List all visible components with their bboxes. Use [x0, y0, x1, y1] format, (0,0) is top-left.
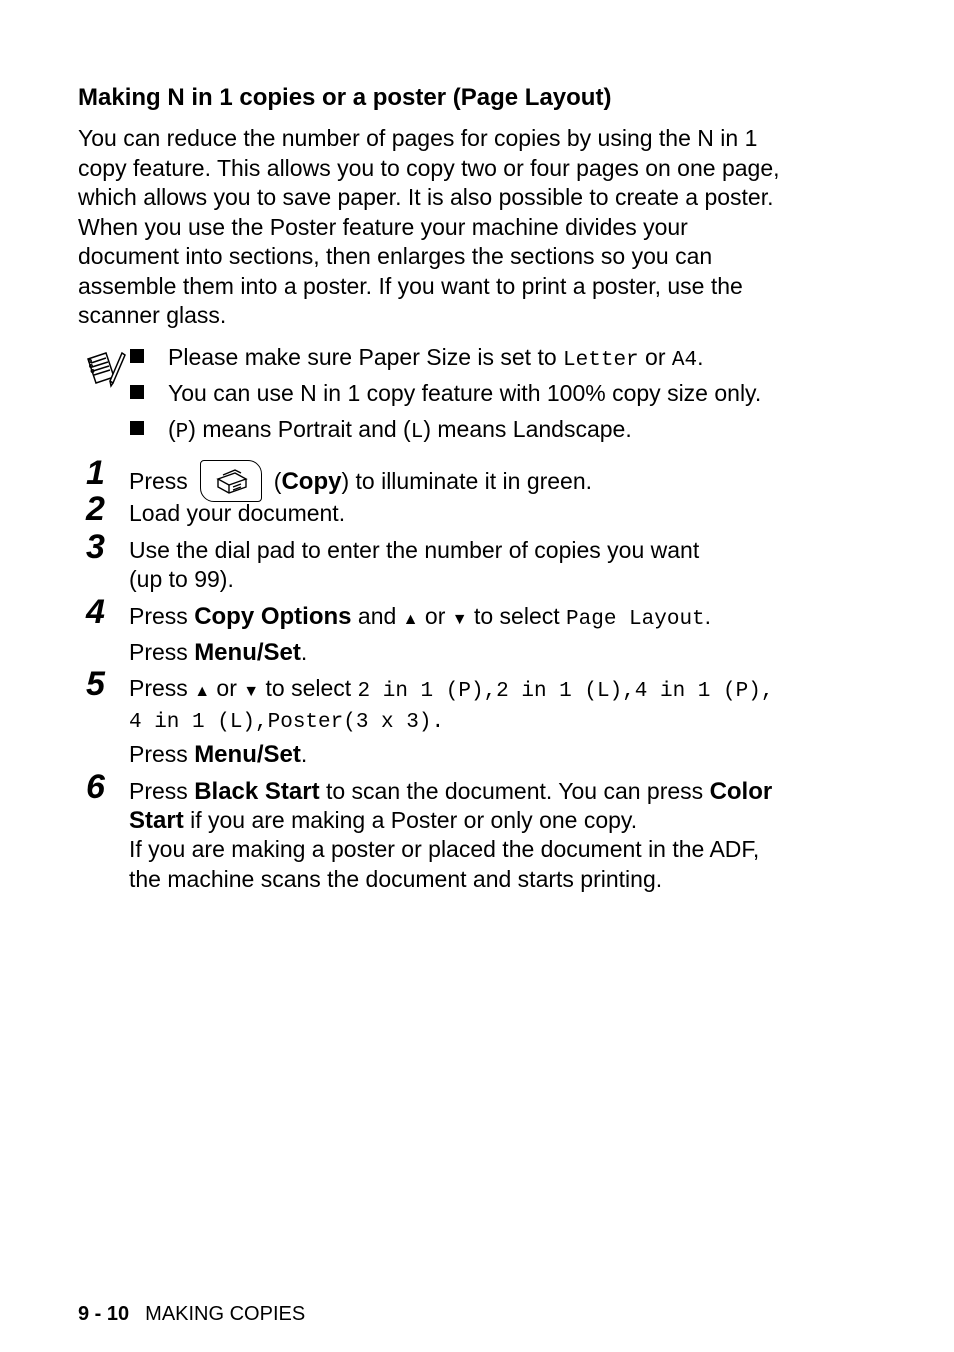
step-6-text: Press Black Start to scan the document. You can press Color	[129, 778, 773, 805]
up-arrow-icon: ▲	[402, 611, 419, 628]
step-5-text: Press Menu/Set.	[129, 741, 308, 768]
down-arrow-icon: ▼	[243, 683, 260, 700]
note-copy-size: You can use N in 1 copy feature with 100% copy size only.	[130, 378, 850, 414]
step-number: 3	[86, 528, 105, 566]
intro-line: You can reduce the number of pages for copies by using the N in 1	[78, 125, 758, 151]
section-name: MAKING COPIES	[145, 1303, 306, 1325]
intro-line: document into sections, then enlarges the sections so you can	[78, 243, 713, 269]
step-4-text: Press Copy Options and ▲ or ▼ to select Page Layout.	[129, 603, 712, 631]
step-6-text: If you are making a poster or placed the document in the ADF,	[129, 836, 760, 862]
down-arrow-icon: ▼	[451, 611, 468, 628]
note-orientation: (P) means Portrait and (L) means Landscape.	[130, 414, 850, 450]
intro-line: scanner glass.	[78, 302, 227, 328]
step-1-text: Press (Copy) to illuminate it in green.	[129, 462, 592, 504]
step-number: 2	[86, 490, 105, 528]
up-arrow-icon: ▲	[194, 683, 211, 700]
lcd-text: Page Layout	[566, 608, 705, 631]
step-3-text: (up to 99).	[129, 566, 234, 592]
copy-button-icon	[200, 460, 262, 502]
lcd-text: 2 in 1 (P),2 in 1 (L),4 in 1 (P),	[357, 680, 774, 703]
lcd-text: 4 in 1 (L),Poster(3 x 3).	[129, 711, 445, 734]
lcd-text: Letter	[563, 349, 639, 372]
note-paper-size: Please make sure Paper Size is set to Letter or A4.	[130, 342, 850, 378]
step-6-text: the machine scans the document and starts printing.	[129, 866, 663, 892]
step-5-text: Press ▲ or ▼ to select 2 in 1 (P),2 in 1 (L),4 in 1 (P),	[129, 675, 774, 703]
bullet-square-icon	[130, 421, 144, 435]
step-number: 1	[86, 454, 105, 492]
lcd-text: A4	[671, 349, 698, 372]
page-number: 9 - 10	[78, 1303, 130, 1325]
intro-line: When you use the Poster feature your machine divides your	[78, 213, 688, 240]
intro-line: which allows you to save paper. It is also possible to create a poster.	[78, 184, 774, 210]
step-6-text: Start if you are making a Poster or only one copy.	[129, 807, 638, 834]
step-2-text: Load your document.	[129, 500, 346, 526]
intro-line: assemble them into a poster. If you want to print a poster, use the	[78, 272, 743, 299]
step-number: 5	[86, 665, 105, 703]
page-footer	[78, 1302, 305, 1326]
notes-list	[130, 342, 850, 450]
note-pencil-icon	[84, 347, 126, 389]
bullet-square-icon	[130, 385, 144, 399]
step-4-text: Press Menu/Set.	[129, 639, 308, 666]
step-number: 6	[86, 768, 105, 806]
step-3-text: Use the dial pad to enter the number of copies you want	[129, 537, 700, 563]
intro-line: copy feature. This allows you to copy two or four pages on one page,	[78, 154, 780, 181]
lcd-text: P	[175, 421, 189, 444]
step-number: 4	[86, 593, 105, 631]
intro-paragraph	[78, 124, 838, 331]
step-5-text	[129, 704, 444, 738]
bullet-square-icon	[130, 349, 144, 363]
lcd-text: L	[410, 421, 424, 444]
section-heading: Making N in 1 copies or a poster (Page Layout)	[78, 84, 612, 111]
